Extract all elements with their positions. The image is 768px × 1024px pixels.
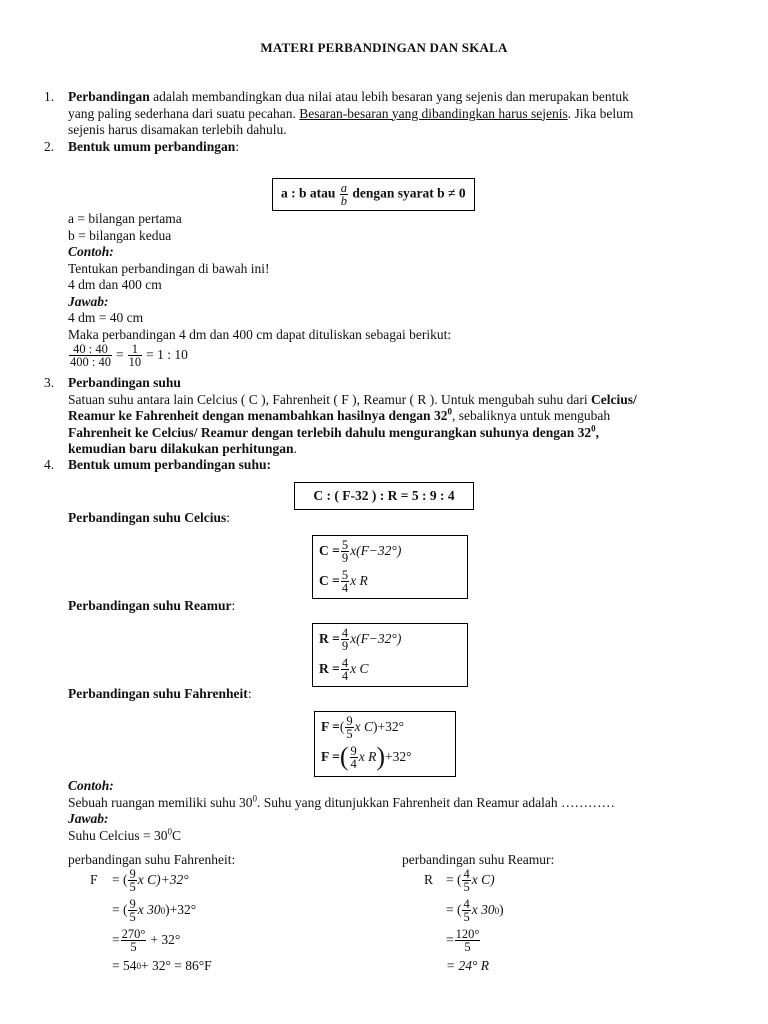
superscript: 0: [252, 793, 257, 803]
result-text: = 54: [112, 958, 137, 973]
fraction: [455, 928, 481, 953]
fraction: [69, 343, 112, 368]
formula-rest: x C)+32°: [137, 872, 189, 888]
denominator: 4: [341, 580, 349, 595]
fahrenheit-label: Perbandingan suhu Fahrenheit: [68, 686, 248, 701]
denominator: 400 : 40: [70, 355, 111, 369]
item-2-body: [68, 211, 708, 343]
numerator: 40 : 40: [69, 343, 112, 356]
superscript: 0: [167, 826, 172, 836]
section-heading: Bentuk umum perbandingan suhu:: [68, 457, 271, 472]
formula-rest: ): [499, 902, 504, 918]
box-text: a : b atau: [281, 185, 339, 201]
fahrenheit-label-line: [68, 686, 708, 703]
formula-rest: )+32°: [165, 902, 197, 918]
reamur-step-1: [424, 868, 495, 893]
paragraph-text: . Jika belum: [567, 105, 634, 121]
superscript: 0: [591, 423, 596, 433]
formula-rest: x C: [354, 718, 373, 734]
colon: :: [235, 139, 240, 154]
bold-text: kemudian baru dilakukan perhitungan: [68, 441, 294, 456]
colon: :: [226, 510, 231, 525]
fraction: [345, 715, 353, 740]
formula-lhs: C =: [319, 542, 340, 558]
celcius-formula-box: [312, 535, 468, 599]
definition-b: b = bilangan kedua: [68, 227, 172, 243]
formula-lhs: F =: [321, 748, 340, 764]
paren: (: [339, 742, 349, 771]
list-number: 4.: [44, 457, 55, 472]
denominator: 5: [130, 940, 137, 954]
example-question: Tentukan perbandingan di bawah ini!: [68, 260, 270, 276]
fraction-a-over-b: [340, 182, 348, 207]
fraction: [341, 569, 349, 594]
variable-f: F: [90, 872, 98, 888]
formula-rest: +32°: [377, 718, 404, 734]
fraction: [128, 868, 136, 893]
fraction: [462, 898, 470, 923]
paragraph-text: yang paling sederhana dari suatu pecahan.: [68, 105, 300, 121]
paren: ): [376, 742, 386, 771]
numerator: 4: [341, 625, 349, 640]
numerator: 4: [463, 897, 470, 911]
example-2: [68, 778, 708, 844]
denominator: 5: [463, 880, 470, 894]
denominator: 9: [341, 550, 349, 565]
paragraph-text: Satuan suhu antara lain Celcius ( C ), Fahrenheit ( F ), Reamur ( R ). Untuk mengubah suhu dari: [68, 391, 592, 407]
fraction: [341, 539, 349, 564]
example-values: 4 dm dan 400 cm: [68, 277, 162, 292]
fahrenheit-step-3: [112, 928, 180, 953]
formula-rest: x(F−32°): [350, 630, 402, 646]
denominator: 5: [129, 880, 136, 894]
equals: = (: [446, 872, 462, 888]
numerator: 120°: [455, 927, 480, 941]
paragraph-text: adalah membandingkan dua nilai atau lebih besaran yang sejenis dan merupakan bentuk: [149, 89, 629, 104]
formula-rest: +32°: [385, 748, 412, 764]
numerator: 9: [129, 897, 136, 911]
equals: =: [446, 932, 454, 948]
numerator: 270°: [121, 927, 146, 941]
formula-rest: x 30: [137, 902, 161, 918]
denominator: 9: [341, 638, 349, 653]
reamur-result: [446, 958, 489, 975]
fraction: [341, 657, 349, 682]
denominator: 5: [464, 940, 471, 954]
bold-text: Reamur ke Fahrenheit dengan menambahkan hasilnya dengan 32: [68, 408, 448, 423]
numerator: 4: [463, 867, 470, 881]
formula-rest: + 32°: [150, 932, 181, 948]
answer-label: Jawab:: [68, 811, 109, 826]
comma: ,: [595, 424, 599, 440]
numerator: a: [340, 181, 348, 195]
numerator: 5: [341, 537, 349, 552]
reamur-formula-box: [312, 623, 468, 687]
fraction: [128, 343, 143, 368]
formula-rest: x C): [471, 872, 495, 888]
numerator: 9: [350, 743, 357, 758]
solution-label: perbandingan suhu Fahrenheit:: [68, 852, 236, 867]
formula-lhs: F =: [321, 718, 340, 734]
denominator: 10: [128, 355, 142, 369]
formula-lhs: C =: [319, 572, 340, 588]
fahrenheit-result: = 54 0 + 32° = 86°F: [112, 958, 212, 973]
denominator: 4: [341, 668, 349, 683]
paragraph-text: sejenis harus disamakan terlebih dahulu.: [68, 122, 287, 137]
fahrenheit-formula-box: [314, 711, 456, 777]
page-title: MATERI PERBANDINGAN DAN SKALA: [260, 40, 508, 55]
answer-step: Suhu Celcius = 30: [68, 827, 168, 843]
ratio-result: = 1 : 10: [146, 347, 188, 363]
list-item-1: [44, 89, 708, 139]
formula-rest: x R: [358, 748, 377, 764]
example-question: . Suhu yang ditunjukkan Fahrenheit dan Reamur adalah …………: [256, 794, 616, 810]
denominator: 4: [350, 756, 357, 771]
paragraph-text: , sebaliknya untuk mengubah: [451, 408, 611, 423]
fahrenheit-solution: [68, 852, 408, 869]
formula-rest: x R: [350, 572, 368, 588]
denominator: 5: [129, 910, 136, 924]
general-form-box: [272, 178, 475, 211]
result-text: = 24° R: [446, 958, 490, 973]
list-number: 2.: [44, 139, 55, 154]
numerator: 1: [128, 343, 143, 356]
formula-rest: x 30: [471, 902, 495, 918]
variable-r: R: [424, 872, 434, 888]
equals: =: [112, 932, 120, 948]
period: .: [293, 441, 297, 456]
equals: = (: [112, 902, 128, 918]
denominator: 5: [346, 726, 353, 741]
numerator: 5: [341, 567, 349, 582]
paren: ): [372, 718, 378, 734]
list-number: 3.: [44, 375, 55, 390]
list-item-2: [44, 139, 708, 156]
equals: = (: [446, 902, 462, 918]
numerator: 9: [346, 713, 353, 728]
equals: = (: [112, 872, 128, 888]
numerator: 9: [129, 867, 136, 881]
celcius-label-line: [68, 510, 708, 527]
list-item-4: [44, 457, 708, 474]
reamur-step-2: = ( $\frac{4}{5}$ x 30 0 ): [446, 897, 504, 924]
superscript: 0: [447, 406, 452, 417]
formula-rest: x(F−32°): [350, 542, 402, 558]
answer-step: C: [172, 827, 182, 843]
ratio-equation: $\frac{40 : 40}{400 : 40}$ = $\frac{1}{10}$ = 1 : 10: [70, 342, 188, 369]
example-label: Contoh:: [68, 244, 114, 259]
denominator: b: [340, 194, 348, 208]
bold-text: Celcius/: [591, 391, 637, 407]
example-question: Sebuah ruangan memiliki suhu 30: [68, 794, 253, 810]
term-perbandingan: Perbandingan: [68, 89, 150, 104]
box-text: dengan syarat b ≠ 0: [349, 185, 466, 201]
colon: :: [231, 598, 236, 613]
bold-text: Fahrenheit ke Celcius/ Reamur dengan terlebih dahulu mengurangkan suhunya dengan 32: [68, 424, 592, 440]
reamur-label: Perbandingan suhu Reamur: [68, 598, 232, 613]
section-heading: Bentuk umum perbandingan: [68, 139, 236, 154]
list-item-3: [44, 375, 708, 458]
fraction: [462, 868, 470, 893]
reamur-label-line: [68, 598, 708, 615]
celcius-label: Perbandingan suhu Celcius: [68, 510, 227, 525]
definition-a: a = bilangan pertama: [68, 211, 182, 226]
answer-step: 4 dm = 40 cm: [68, 310, 144, 325]
example-label: Contoh:: [68, 778, 114, 793]
denominator: 5: [463, 910, 470, 924]
formula-lhs: R =: [319, 660, 340, 676]
temperature-ratio-box: C : ( F-32 ) : R = 5 : 9 : 4: [294, 482, 474, 510]
result-text: + 32° = 86°F: [141, 958, 212, 973]
colon: :: [247, 686, 252, 701]
numerator: 4: [341, 655, 349, 670]
reamur-step-3: [446, 928, 481, 953]
section-heading: Perbandingan suhu: [68, 375, 181, 390]
fraction: [341, 627, 349, 652]
paren: (: [339, 718, 345, 734]
reamur-solution: [402, 852, 742, 869]
list-number: 1.: [44, 89, 55, 104]
answer-step: Maka perbandingan 4 dm dan 400 cm dapat dituliskan sebagai berikut:: [68, 326, 452, 342]
underlined-statement: Besaran-besaran yang dibandingkan harus sejenis: [299, 105, 568, 121]
formula-lhs: R =: [319, 630, 340, 646]
answer-label: Jawab:: [68, 293, 109, 309]
fraction: [350, 745, 358, 770]
fraction: [121, 928, 147, 953]
solution-label: perbandingan suhu Reamur:: [402, 852, 555, 867]
fraction: [128, 898, 136, 923]
formula-rest: x C: [350, 660, 369, 676]
fahrenheit-step-1: [90, 868, 189, 893]
fahrenheit-step-2: = ( $\frac{9}{5}$ x 30 0 )+32°: [112, 897, 197, 924]
